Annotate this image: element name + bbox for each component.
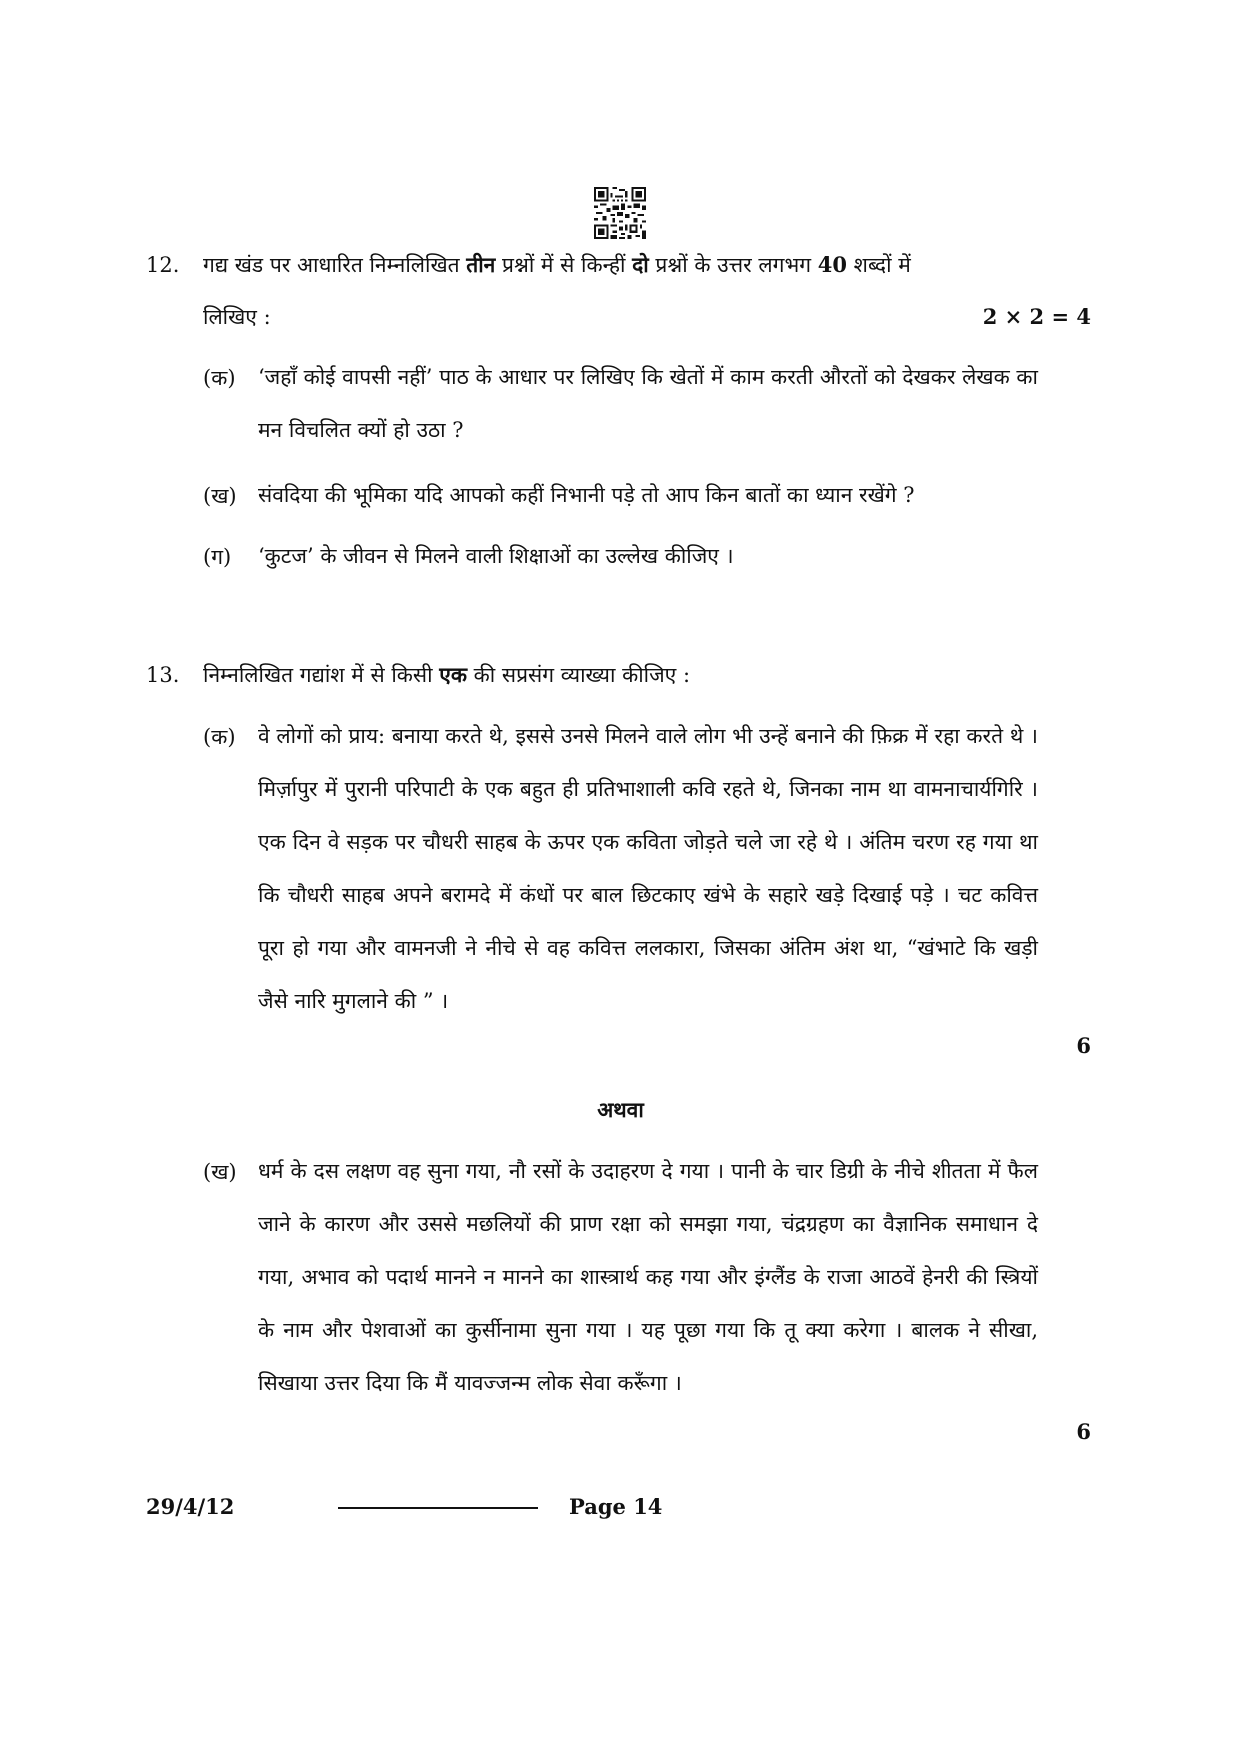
qr-code-icon — [594, 187, 646, 239]
question-12-prompt-line2: लिखिए : — [203, 305, 271, 329]
question-12-prompt-part: प्रश्नों के उत्तर लगभग — [648, 253, 818, 277]
paper-code: 29/4/12 — [146, 1494, 235, 1519]
question-13-part-a-label: (क) — [203, 725, 236, 749]
question-12-prompt-part: गद्य खंड पर आधारित निम्नलिखित — [203, 253, 467, 277]
question-12-part-c-text: ‘कुटज’ के जीवन से मिलने वाली शिक्षाओं का उल्लेख कीजिए । — [258, 544, 734, 568]
question-12-part-a-text: ‘जहाँ कोई वापसी नहीं’ पाठ के आधार पर लिखिए कि खेतों में काम करती औरतों को देखकर लेखक का मन विचलित क्यों हो उठा ? — [258, 365, 1038, 442]
question-13-prompt-part: निम्नलिखित गद्यांश में से किसी — [203, 663, 440, 687]
question-12-part-a-label: (क) — [203, 366, 236, 390]
question-12-number: 12. — [146, 253, 180, 277]
question-12-prompt — [203, 250, 911, 280]
question-13-prompt-part: की सप्रसंग व्याख्या कीजिए : — [466, 663, 691, 687]
question-12-prompt-part: प्रश्नों में से किन्हीं — [495, 253, 633, 277]
question-12-marks: 2 × 2 = 4 — [982, 304, 1091, 329]
question-12-part-b-text: संवदिया की भूमिका यदि आपको कहीं निभानी पड़े तो आप किन बातों का ध्यान रखेंगे ? — [258, 483, 915, 507]
page-number: Page 14 — [569, 1494, 663, 1519]
question-13-part-a-text: वे लोगों को प्राय: बनाया करते थे, इससे उनसे मिलने वाले लोग भी उन्हें बनाने की फ़िक्र में रहा करते थे । मिर्ज़ापुर में पुरानी परिपाटी के एक बहुत ही प्रतिभाशाली कवि रहते थे, जिनका नाम था वामनाचार्यगिरि । एक दिन वे सड़क पर चौधरी साहब के ऊपर एक कविता जोड़ते चले जा रहे थे । अंतिम चरण रह गया था कि चौधरी साहब अपने बरामदे में कंधों पर बाल छिटकाए खंभे के सहारे खड़े दिखाई पड़े । चट कवित्त पूरा हो गया और वामनजी ने नीचे से वह कवित्त ललकारा, जिसका अंतिम अंश था, “खंभाटे कि खड़ी जैसे नारि मुगलाने की ” । — [258, 724, 1038, 1013]
question-13-part-b-label: (ख) — [203, 1160, 237, 1184]
question-13-prompt — [203, 660, 690, 690]
question-13-part-b-text: धर्म के दस लक्षण वह सुना गया, नौ रसों के उदाहरण दे गया । पानी के चार डिग्री के नीचे शीतता में फैल जाने के कारण और उससे मछलियों की प्राण रक्षा को समझा गया, चंद्रग्रहण का वैज्ञानिक समाधान दे गया, अभाव को पदार्थ मानने न मानने का शास्त्रार्थ कह गया और इंग्लैंड के राजा आठवें हेनरी की स्त्रियों के नाम और पेशवाओं का कुर्सीनामा सुना गया । यह पूछा गया कि तू क्या करेगा । बालक ने सीखा, सिखाया उत्तर दिया कि मैं यावज्जन्म लोक सेवा करूँगा । — [258, 1159, 1038, 1395]
question-12-part-b-label: (ख) — [203, 484, 237, 508]
question-13-prompt-bold: एक — [439, 662, 467, 687]
or-heading: अथवा — [597, 1097, 644, 1122]
question-12-prompt-bold: तीन — [466, 252, 496, 277]
question-12-part-c-label: (ग) — [203, 545, 232, 569]
question-12-prompt-part: शब्दों में — [846, 253, 911, 277]
question-12-prompt-bold: 40 — [817, 252, 847, 277]
question-13-part-b-marks: 6 — [1076, 1419, 1091, 1444]
question-13-part-a-marks: 6 — [1076, 1033, 1091, 1058]
question-12-prompt-bold: दो — [632, 252, 649, 277]
question-13-number: 13. — [146, 663, 180, 687]
footer-divider — [338, 1507, 538, 1509]
